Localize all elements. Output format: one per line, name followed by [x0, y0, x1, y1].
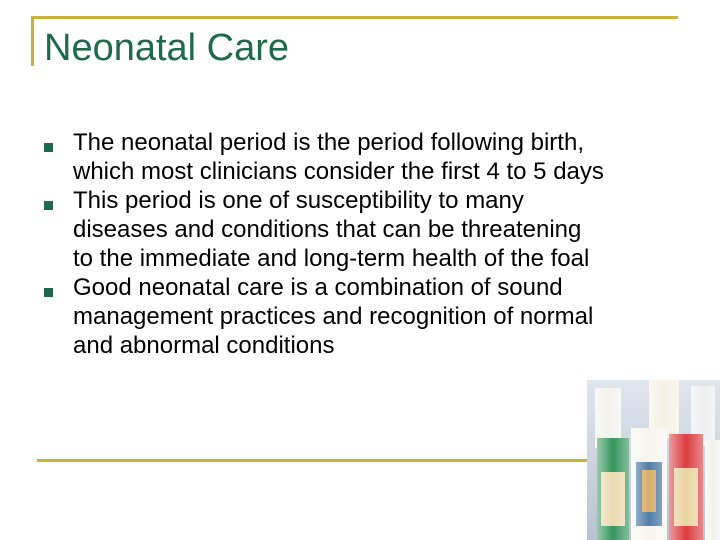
frame-top-rule	[31, 16, 678, 19]
frame-left-rule	[31, 16, 34, 66]
slide-title: Neonatal Care	[44, 27, 290, 69]
bullet-text: Good neonatal care is a combination of sound management practices and recognition of normal and abnormal conditions	[73, 274, 594, 359]
bullet-list	[44, 128, 604, 360]
bullet-text: The neonatal period is the period following birth, which most clinicians consider the first 4 to 5 days	[73, 129, 604, 185]
square-bullet-icon	[44, 201, 53, 210]
candles-photo	[587, 380, 720, 540]
square-bullet-icon	[44, 143, 53, 152]
bullet-item	[44, 273, 604, 360]
bullet-item	[44, 128, 604, 186]
bullet-text: This period is one of susceptibility to many diseases and conditions that can be threatening to the immediate and long-term health of the foal	[73, 187, 590, 272]
bullet-item	[44, 186, 604, 273]
square-bullet-icon	[44, 288, 53, 297]
